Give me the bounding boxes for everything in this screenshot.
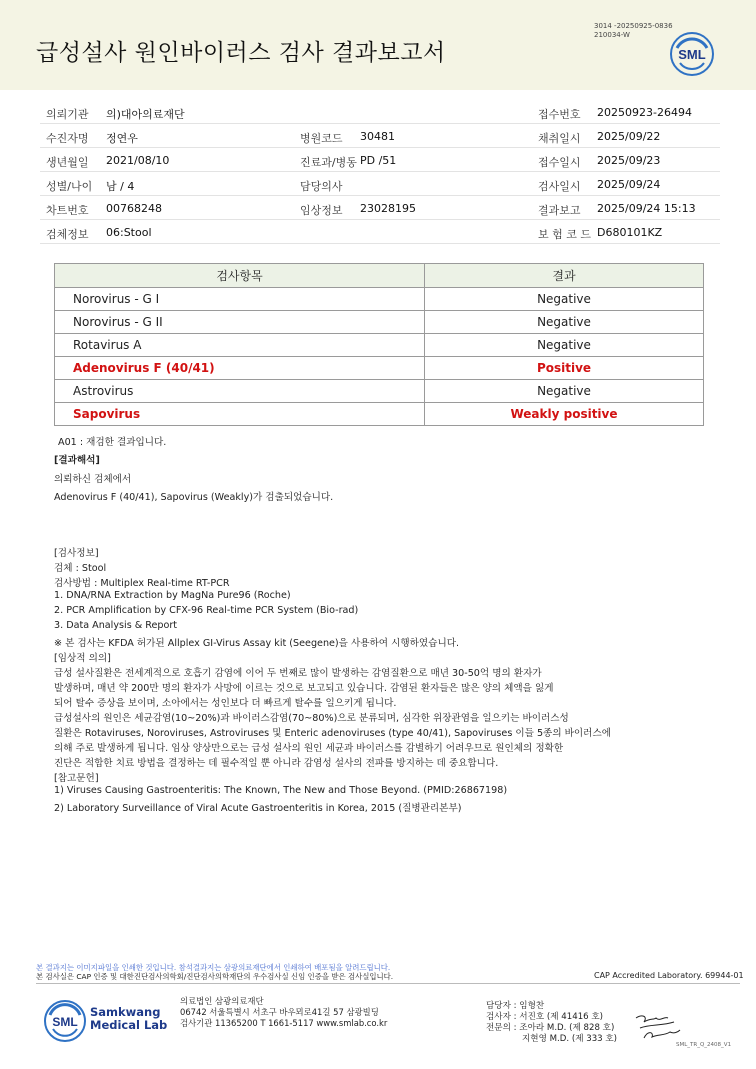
clinical-meaning-line: 되어 탈수 증상을 보이며, 소아에서는 성인보다 더 빠르게 탈수를 일으키게 됩니다. [54,698,397,709]
footer-cap: CAP Accredited Laboratory. 69944-01 [594,971,744,980]
dob-value: 2021/08/10 [106,154,170,167]
table-row [55,311,704,334]
signer-line2: 검사자 : 서진호 (제 41416 호) [486,1012,604,1022]
address-line2: 06742 서울특별시 서초구 바우뫼로41길 57 삼광빌딩 [180,1007,379,1017]
chart-label: 차트번호 [46,204,89,217]
sml-logo [668,30,716,78]
info-row-4 [40,174,720,196]
document-code: SML_TR_Q_2408_V1 [676,1042,732,1048]
lab-name [90,1006,167,1032]
test-item: Norovirus - G I [55,288,425,311]
signer-line3: 전문의 : 조아라 M.D. (제 828 호) [486,1023,615,1033]
patient-label: 수진자명 [46,132,89,145]
requester-label: 의뢰기관 [46,108,89,121]
clinical-meaning-line: 질환은 Rotaviruses, Noroviruses, Astroviruses 및 Enteric adenoviruses (type 40/41), Sapoviruses 이들 5종의 바이러스에 [54,728,611,739]
requester-value: 의)대아의료재단 [106,108,185,121]
test-result: Negative [425,380,704,403]
clinical-meaning-line: 의해 주로 발생하게 됩니다. 임상 양상만으로는 급성 설사의 원인 세균과 바이러스를 감별하기 어려우므로 원인체의 정확한 [54,743,564,754]
test-date-value: 2025/09/24 [597,178,661,191]
info-row-2 [40,126,720,148]
receipt-date-label: 접수일시 [538,156,581,169]
test-info-title: [검사정보] [54,548,99,559]
receipt-no-label: 접수번호 [538,108,581,121]
lab-address [180,996,387,1029]
clinical-meaning-line: 진단은 적합한 치료 방법을 결정하는 데 필수적일 뿐 아니라 감염성 설사의 전파를 방지하는 데 중요합니다. [54,758,499,769]
test-info-step2: 2. PCR Amplification by CFX-96 Real-time PCR System (Bio-rad) [54,605,359,616]
signer-line4: 지현영 M.D. (제 333 호) [522,1034,618,1044]
sex-age-label: 성별/나이 [46,180,93,193]
test-info-note: ※ 본 검사는 KFDA 허가된 Allplex GI-Virus Assay kit (Seegene)을 사용하여 시행하였습니다. [54,638,460,649]
signer-line1: 담당자 : 임형찬 [486,1001,545,1011]
lab-name-line2: Medical Lab [90,1018,168,1032]
footer-sml-logo [42,998,88,1044]
specimen-label: 검체정보 [46,228,89,241]
clinical-value: 23028195 [360,202,416,215]
receipt-date-value: 2025/09/23 [597,154,661,167]
test-item: Sapovirus [55,403,425,426]
signature-image [634,1010,682,1042]
collection-value: 2025/09/22 [597,130,661,143]
test-info-step1: 1. DNA/RNA Extraction by MagNa Pure96 (Roche) [54,590,291,601]
test-result: Negative [425,334,704,357]
signers [486,1001,617,1045]
results-table [54,263,704,426]
test-info-method: 검사방법 : Multiplex Real-time RT-PCR [54,578,230,589]
address-line1: 의료법인 삼광의료재단 [180,996,264,1006]
reference-2: 2) Laboratory Surveillance of Viral Acute Gastroenteritis in Korea, 2015 (질병관리본부) [54,803,462,814]
insurance-value: D680101KZ [597,226,663,239]
chart-value: 00768248 [106,202,162,215]
report-code-line2: 210034-W [594,31,630,39]
hospital-code-value: 30481 [360,130,395,143]
report-code-line1: 3014 -20250925-0836 [594,22,673,30]
clinical-meaning-line: 발생하며, 매년 약 200만 명의 환자가 사망에 이르는 것으로 보고되고 있습니다. 감염된 환자들은 많은 양의 체액을 잃게 [54,683,554,694]
report-label: 결과보고 [538,204,581,217]
dept-label: 진료과/병동 [300,156,357,169]
table-row [55,380,704,403]
test-item: Rotavirus A [55,334,425,357]
specimen-value: 06:Stool [106,226,152,239]
test-item: Astrovirus [55,380,425,403]
report-code [594,22,673,40]
patient-value: 정연우 [106,132,138,145]
dept-value: PD /51 [360,154,397,167]
info-row-6 [40,222,720,244]
interpretation-line2: Adenovirus F (40/41), Sapovirus (Weakly)가 검출되었습니다. [54,492,334,503]
test-info-specimen: 검체 : Stool [54,563,107,574]
table-row-positive [55,357,704,380]
sex-age-value: 남 / 4 [106,180,135,193]
recheck-note: A01 : 재검한 결과입니다. [58,437,167,448]
table-row [55,334,704,357]
clinical-label: 임상정보 [300,204,343,217]
doctor-label: 담당의사 [300,180,343,193]
lab-name-line1: Samkwang [90,1005,161,1019]
test-result: Positive [425,357,704,380]
references-title: [참고문헌] [54,773,99,784]
hospital-code-label: 병원코드 [300,132,343,145]
table-row [55,288,704,311]
collection-label: 채취일시 [538,132,581,145]
test-result: Negative [425,311,704,334]
info-row-5 [40,198,720,220]
clinical-meaning-line: 급성설사의 원인은 세균감염(10~20%)과 바이러스감염(70~80%)으로 분류되며, 심각한 위장관염을 일으키는 바이러스성 [54,713,569,724]
receipt-no-value: 20250923-26494 [597,106,692,119]
clinical-meaning-title: [임상적 의의] [54,653,111,664]
results-header-row [55,264,704,288]
test-info-step3: 3. Data Analysis & Report [54,620,178,631]
report-title: 급성설사 원인바이러스 검사 결과보고서 [36,40,446,66]
test-result: Negative [425,288,704,311]
header-test-item: 검사항목 [55,264,425,288]
test-date-label: 검사일시 [538,180,581,193]
interpretation-title: [결과해석] [54,455,100,466]
footer-divider [36,983,740,984]
insurance-label: 보 험 코 드 [538,228,591,241]
address-line3: 검사기관 11365200 T 1661-5117 www.smlab.co.kr [180,1018,388,1028]
info-row-1 [40,102,720,124]
report-value: 2025/09/24 15:13 [597,202,696,215]
reference-1: 1) Viruses Causing Gastroenteritis: The Known, The New and Those Beyond. (PMID:26867198) [54,785,508,796]
header-result: 결과 [425,264,704,288]
info-row-3 [40,150,720,172]
test-item: Norovirus - G II [55,311,425,334]
logo-text: SML [678,47,706,62]
table-row-positive [55,403,704,426]
footer-logo-text: SML [52,1015,78,1029]
clinical-meaning-line: 급성 설사질환은 전세계적으로 호흡기 감염에 이어 두 번째로 많이 발생하는 감염질환으로 매년 30-50억 명의 환자가 [54,668,542,679]
footer-cert-note: 본 검사실은 CAP 인증 및 대한진단검사의학회/진단검사의학재단의 우수검사실 신임 인증을 받은 검사실입니다. [36,972,394,981]
test-item: Adenovirus F (40/41) [55,357,425,380]
interpretation-line1: 의뢰하신 검체에서 [54,474,132,485]
dob-label: 생년월일 [46,156,89,169]
footer-print-note: 본 결과지는 이미지파일을 인쇄한 것입니다. 참석결과지는 삼광의료재단에서 인쇄하여 배포됨을 알려드립니다. [36,963,391,972]
test-result: Weakly positive [425,403,704,426]
